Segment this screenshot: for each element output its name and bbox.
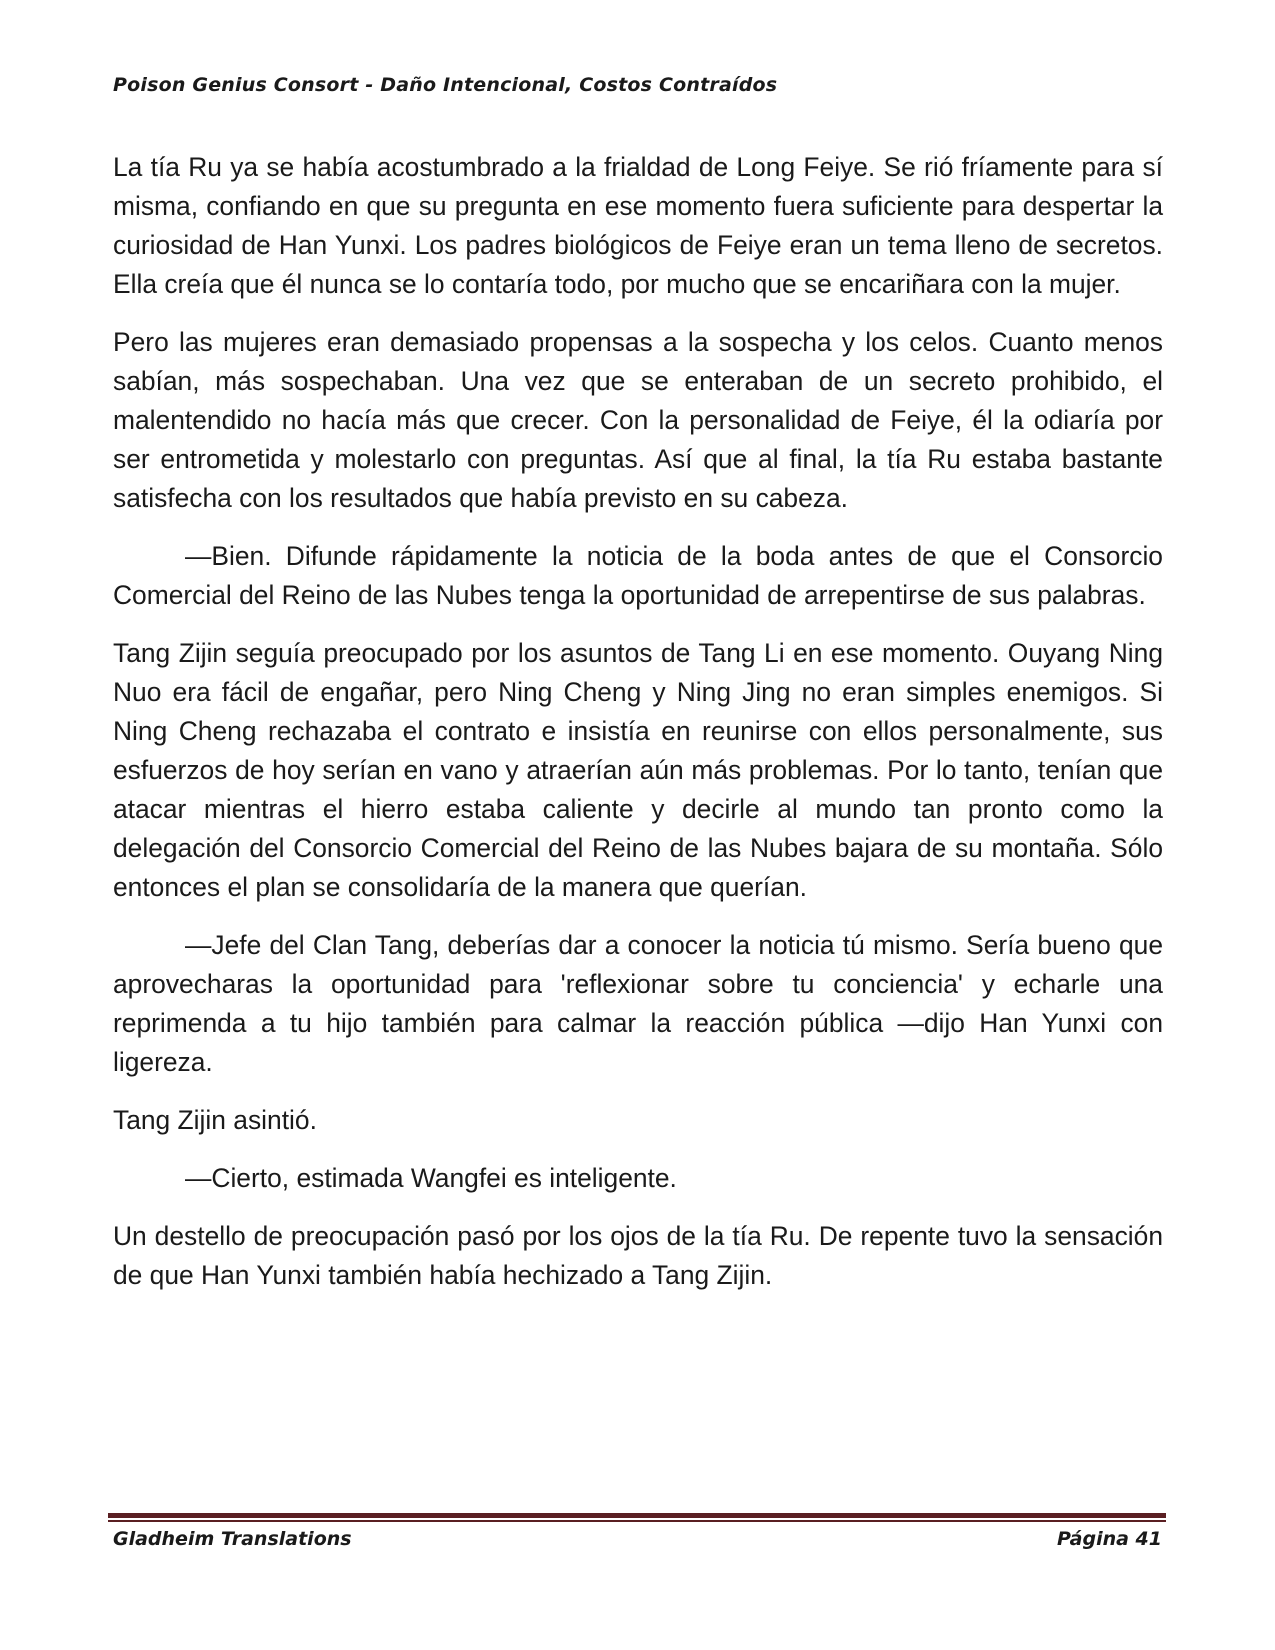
paragraph: Pero las mujeres eran demasiado propensas a la sospecha y los celos. Cuanto menos sabían, más sospechaban. Una vez que se enteraban de un secreto prohibido, el malentendido no hacía más que crecer. Con la personalidad de Feiye, él la odiaría por ser entrometida y molestarlo con preguntas. Así que al final, la tía Ru estaba bastante satisfecha con los resultados que había previsto en su cabeza. xyxy=(113,327,1163,513)
paragraph: Tang Zijin seguía preocupado por los asuntos de Tang Li en ese momento. Ouyang Ning Nuo era fácil de engañar, pero Ning Cheng y Ning Jing no eran simples enemigos. Si Ning Cheng rechazaba el contrato e insistía en reunirse con ellos personalmente, sus esfuerzos de hoy serían en vano y atraerían aún más problemas. Por lo tanto, tenían que atacar mientras el hierro estaba caliente y decirle al mundo tan pronto como la delegación del Consorcio Comercial del Reino de las Nubes bajara de su montaña. Sólo entonces el plan se consolidaría de la manera que querían. xyxy=(113,638,1163,902)
paragraph: Un destello de preocupación pasó por los ojos de la tía Ru. De repente tuvo la sensación de que Han Yunxi también había hechizado a Tang Zijin. xyxy=(113,1221,1163,1290)
dialogue-paragraph: —Cierto, estimada Wangfei es inteligente. xyxy=(185,1163,677,1193)
footer-divider xyxy=(108,1513,1166,1523)
body-text xyxy=(113,148,1163,1314)
paragraph: La tía Ru ya se había acostumbrado a la frialdad de Long Feiye. Se rió fríamente para sí misma, confiando en que su pregunta en ese momento fuera suficiente para despertar la curiosidad de Han Yunxi. Los padres biológicos de Feiye eran un tema lleno de secretos. Ella creía que él nunca se lo contaría todo, por mucho que se encariñara con la mujer. xyxy=(113,152,1163,299)
footer-publisher: Gladheim Translations xyxy=(113,1528,352,1550)
running-header: Poison Genius Consort - Daño Intencional, Costos Contraídos xyxy=(113,74,778,96)
footer-divider-thick-line xyxy=(108,1513,1166,1518)
footer-page-number: Página 41 xyxy=(1056,1528,1162,1550)
footer-divider-thin-line xyxy=(108,1520,1166,1522)
dialogue-paragraph: —Bien. Difunde rápidamente la noticia de la boda antes de que el Consorcio Comercial del Reino de las Nubes tenga la oportunidad de arrepentirse de sus palabras. xyxy=(113,541,1163,610)
paragraph: Tang Zijin asintió. xyxy=(113,1105,317,1135)
dialogue-paragraph: —Jefe del Clan Tang, deberías dar a conocer la noticia tú mismo. Sería bueno que aprovecharas la oportunidad para 'reflexionar sobre tu conciencia' y echarle una reprimenda a tu hijo también para calmar la reacción pública —dijo Han Yunxi con ligereza. xyxy=(113,930,1163,1077)
